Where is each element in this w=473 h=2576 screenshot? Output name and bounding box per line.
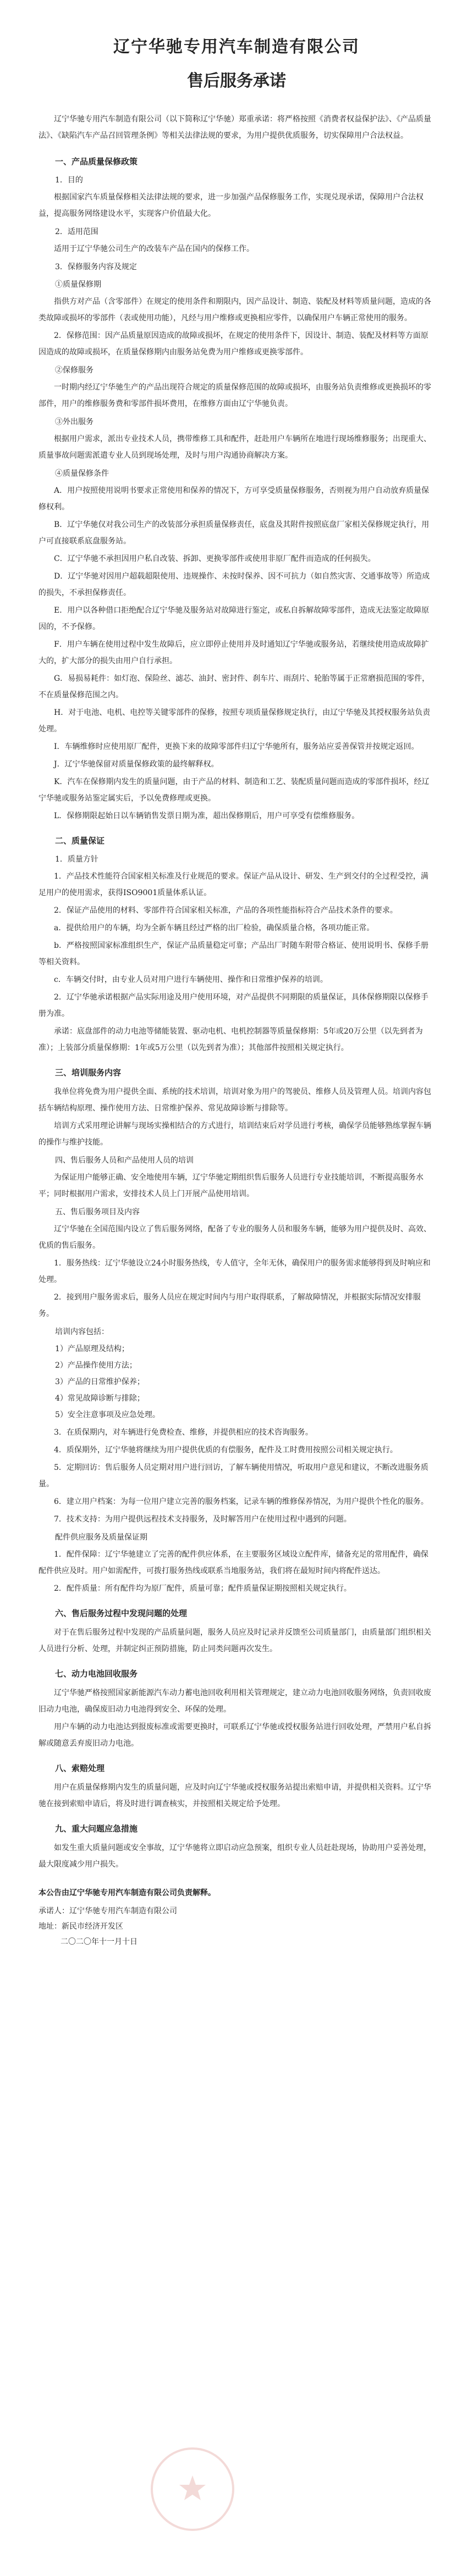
paragraph: 2．保修范围：因产品质量原因造成的故障或损坏，在规定的使用条件下，因设计、制造、装配及材料等方面原因造成的故障或损坏，在质量保修期内由服务站免费为用户维修或更换零部件。 xyxy=(38,331,428,357)
subheading: ④质量保修条件 xyxy=(55,469,109,478)
paragraph: H．对于电池、电机、电控等关键零部件的保修，按照专项质量保修规定执行，由辽宁华驰及其授权服务站负责处理。 xyxy=(38,708,431,734)
document-title: 辽宁华驰专用汽车制造有限公司 xyxy=(113,37,360,57)
section-heading: 六、售后服务过程中发现问题的处理 xyxy=(55,1608,188,1618)
paragraph: C．辽宁华驰不承担因用户私自改装、拆卸、更换零部件或使用非原厂配件而造成的任何损失。 xyxy=(54,554,376,563)
paragraph: 用户在质量保修期内发生的质量问题，应及时向辽宁华驰或授权服务站提出索赔申请，并提供相关资料。辽宁华驰在接到索赔申请后，将及时进行调查核实，并按照相关规定给予处理。 xyxy=(38,1783,431,1808)
paragraph: E．用户以各种借口拒绝配合辽宁华驰及服务站对故障进行鉴定，或私自拆解故障零部件，造成无法鉴定故障原因的，不予保修。 xyxy=(38,606,430,631)
list-item: 2）产品操作使用方法； xyxy=(55,1361,137,1370)
paragraph: G．易损易耗件：如灯泡、保险丝、滤芯、油封、密封件、刹车片、雨刮片、轮胎等属于正常磨损范围的零件，不在质量保修范围之内。 xyxy=(38,674,430,699)
subheading: 配件供应服务及质量保证期 xyxy=(55,1533,147,1542)
subheading: 培训内容包括： xyxy=(55,1328,109,1336)
paragraph: b．严格按照国家标准组织生产，保证产品质量稳定可靠；产品出厂时随车附带合格证、使用说明书、保修手册等相关资料。 xyxy=(38,941,428,967)
subheading: ②保修服务 xyxy=(55,366,94,375)
section-heading: 三、培训服务内容 xyxy=(55,1068,122,1078)
paragraph: F．用户车辆在使用过程中发生故障后，应立即停止使用并及时通知辽宁华驰或服务站，若继续使用造成故障扩大的，扩大部分的损失由用户自行承担。 xyxy=(38,640,429,665)
paragraph: 培训方式采用理论讲解与现场实操相结合的方式进行，培训结束后对学员进行考核，确保学员能够熟练掌握车辆的操作与维护技能。 xyxy=(38,1122,431,1147)
section-heading: 八、索赔处理 xyxy=(55,1763,105,1773)
paragraph: B．辽宁华驰仅对我公司生产的改装部分承担质量保修责任，底盘及其附件按照底盘厂家相关保修规定执行，用户可直接联系底盘服务站。 xyxy=(38,520,430,546)
subheading: 1．目的 xyxy=(55,176,83,185)
sections-container xyxy=(38,154,435,1873)
paragraph: 辽宁华驰在全国范围内设立了售后服务网络，配备了专业的服务人员和服务车辆，能够为用户提供及时、高效、优质的售后服务。 xyxy=(38,1225,431,1250)
paragraph: 2．接到用户服务需求后，服务人员应在规定时间内与用户取得联系，了解故障情况，并根据实际情况安排服务。 xyxy=(38,1293,421,1318)
paragraph: K．汽车在保修期内发生的质量问题，由于产品的材料、制造和工艺、装配质量问题而造成的零部件损坏，经辽宁华驰或服务站鉴定属实后，予以免费修理或更换。 xyxy=(38,778,430,803)
section-heading: 二、质量保证 xyxy=(55,836,105,846)
paragraph: 1．配件保障：辽宁华驰建立了完善的配件供应体系，在主要服务区域设立配件库，储备充足的常用配件，确保配件供应及时。用户如需配件，可拨打服务热线或联系当地服务站，我们将在最短时间内将配件送达。 xyxy=(38,1550,428,1575)
paragraph: I．车辆维修时应使用原厂配件，更换下来的故障零部件归辽宁华驰所有，服务站应妥善保管并按规定返回。 xyxy=(54,742,419,751)
paragraph: 根据用户需求，派出专业技术人员，携带维修工具和配件，赶赴用户车辆所在地进行现场维修服务；出现重大、质量事故问题需派遣专业人员到现场处理，及时与用户沟通协商解决方案。 xyxy=(38,435,431,460)
date-label: 二〇二〇年十一月十日 xyxy=(61,1937,138,1946)
bullet-list xyxy=(55,1341,435,1423)
address-label: 地址：新民市经济开发区 xyxy=(38,1922,123,1931)
document-subtitle: 售后服务承诺 xyxy=(187,71,286,91)
paragraph: 7．技术支持：为用户提供远程技术支持服务，及时解答用户在使用过程中遇到的问题。 xyxy=(54,1515,351,1524)
section-heading: 七、动力电池回收服务 xyxy=(55,1669,138,1679)
paragraph: 辽宁华驰严格按照国家新能源汽车动力蓄电池回收利用相关管理规定，建立动力电池回收服务网络，负责回收废旧动力电池，确保废旧动力电池得到安全、环保的处理。 xyxy=(38,1689,431,1714)
paragraph: 指供方对产品（含零部件）在规定的使用条件和期限内，因产品设计、制造、装配及材料等质量问题，造成的各类故障或损坏的零部件（表或使用功能），凡经与用户维修或更换相应零件，以确保用户车辆正常使用的服务。 xyxy=(38,297,431,323)
paragraph: 2．保证产品使用的材料、零部件符合国家相关标准，产品的各项性能指标符合产品技术条件的要求。 xyxy=(54,906,398,915)
subheading: 四、售后服务人员和产品使用人员的培训 xyxy=(55,1156,194,1165)
subheading: 2．适用范围 xyxy=(55,227,98,236)
paragraph: J．辽宁华驰保留对质量保修政策的最终解释权。 xyxy=(54,760,219,769)
paragraph: 一时期内经辽宁华驰生产的产品出现符合规定的质量保修范围的故障或损坏，由服务站负责维修或更换损坏的零部件，用户的维修服务费和零部件损坏费用，在维修方面由辽宁华驰负责。 xyxy=(38,383,431,408)
list-item: 1）产品原理及结构； xyxy=(55,1345,129,1353)
list-item: 4）常见故障诊断与排除； xyxy=(55,1394,145,1403)
paragraph: 用户车辆的动力电池达到报废标准或需要更换时，可联系辽宁华驰或授权服务站进行回收处理，严禁用户私自拆解或随意丢弃废旧动力电池。 xyxy=(38,1723,431,1748)
subheading: ①质量保修期 xyxy=(55,280,101,289)
section-heading: 九、重大问题应急措施 xyxy=(55,1824,138,1834)
paragraph: 2．配件质量：所有配件均为原厂配件，质量可靠；配件质量保证期按照相关规定执行。 xyxy=(54,1584,351,1593)
paragraph: 6．建立用户档案：为每一位用户建立完善的服务档案，记录车辆的维修保养情况，为用户提供个性化的服务。 xyxy=(54,1497,428,1506)
list-item: 3）产品的日常维护保养； xyxy=(55,1378,145,1386)
paragraph: 如发生重大质量问题或安全事故，辽宁华驰将立即启动应急预案，组织专业人员赶赴现场，协助用户妥善处理，最大限度减少用户损失。 xyxy=(38,1844,431,1869)
paragraph: L．保修期限起始日以车辆销售发票日期为准，超出保修期后，用户可享受有偿维修服务。 xyxy=(54,812,360,820)
paragraph: 根据国家汽车质量保修相关法律法规的要求，进一步加强产品保修服务工作，实现兑现承诺，保障用户合法权益，提高服务网络建设水平，实现客户价值最大化。 xyxy=(38,193,424,218)
subheading: 3．保修服务内容及规定 xyxy=(55,263,137,271)
paragraph: 3．在质保期内，对车辆进行免费检查、维修，并提供相应的技术咨询服务。 xyxy=(54,1428,313,1437)
section-heading: 一、产品质量保修政策 xyxy=(55,157,138,166)
paragraph: 1．产品技术性能符合国家相关标准及行业规范的要求。保证产品从设计、研发、生产到交付的全过程受控，满足用户的使用需求，获得ISO9001质量体系认证。 xyxy=(38,872,428,897)
paragraph: 承诺：底盘部件的动力电池等储能装置、驱动电机、电机控制器等质量保修期：5年或20万公里（以先到者为准）；上装部分质量保修期：1年或5万公里（以先到者为准）；其他部件按照相关规定执行。 xyxy=(38,1027,423,1052)
sign-line: 本公告由辽宁华驰专用汽车制造有限公司负责解释。 xyxy=(38,1889,216,1897)
paragraph: 适用于辽宁华驰公司生产的改装车产品在国内的保修工作。 xyxy=(54,245,254,253)
paragraph: 我单位将免费为用户提供全面、系统的技术培训，培训对象为用户的驾驶员、维修人员及管理人员。培训内容包括车辆结构原理、操作使用方法、日常维护保养、常见故障诊断与排除等。 xyxy=(38,1087,431,1113)
paragraph: a．提供给用户的车辆，均为全新车辆且经过严格的出厂检验，确保质量合格，各项功能正常。 xyxy=(54,924,375,932)
paragraph: D．辽宁华驰对因用户超载超限使用、违规操作、未按时保养、因不可抗力（如自然灾害、交通事故等）所造成的损失，不承担保修责任。 xyxy=(38,572,430,597)
subheading: ③外出服务 xyxy=(55,418,94,426)
company-label: 承诺人：辽宁华驰专用汽车制造有限公司 xyxy=(38,1907,177,1916)
paragraph: A．用户按照使用说明书要求正常使用和保养的情况下，方可享受质量保修服务，否则视为用户自动放弃质量保修权利。 xyxy=(38,486,430,512)
paragraph: 4．质保期外，辽宁华驰将继续为用户提供优质的有偿服务，配件及工时费用按照公司相关规定执行。 xyxy=(54,1446,398,1454)
paragraph: 对于在售后服务过程中发现的产品质量问题，服务人员应及时记录并反馈至公司质量部门，由质量部门组织相关人员进行分析、处理，并制定纠正预防措施，防止同类问题再次发生。 xyxy=(38,1628,431,1653)
intro-paragraph: 辽宁华驰专用汽车制造有限公司（以下简称辽宁华驰）郑重承诺：将严格按照《消费者权益保护法》、《产品质量法》、《缺陷汽车产品召回管理条例》等相关法律法规的要求，为用户提供优质服务，切实保障用户合法权益。 xyxy=(38,115,431,140)
paragraph: 5．定期回访：售后服务人员定期对用户进行回访，了解车辆使用情况，听取用户意见和建议，不断改进服务质量。 xyxy=(38,1463,428,1489)
subheading: 1．质量方针 xyxy=(55,855,98,864)
company-seal-icon xyxy=(148,2445,237,2533)
list-item: 5）安全注意事项及应急处理。 xyxy=(55,1411,160,1419)
paragraph: 2．辽宁华驰承诺根据产品实际用途及用户使用环境，对产品提供不同期限的质量保证，具体保修期限以保修手册为准。 xyxy=(38,993,428,1018)
paragraph: 为保证用户能够正确、安全地使用车辆，辽宁华驰定期组织售后服务人员进行专业技能培训，不断提高服务水平；同时根据用户需求，安排技术人员上门开展产品使用培训。 xyxy=(38,1173,424,1198)
subheading: 五、售后服务项目及内容 xyxy=(55,1208,140,1217)
paragraph: c．车辆交付时，由专业人员对用户进行车辆使用、操作和日常维护保养的培训。 xyxy=(54,975,328,984)
paragraph: 1．服务热线：辽宁华驰设立24小时服务热线，专人值守，全年无休，确保用户的服务需求能够得到及时响应和处理。 xyxy=(38,1259,431,1284)
